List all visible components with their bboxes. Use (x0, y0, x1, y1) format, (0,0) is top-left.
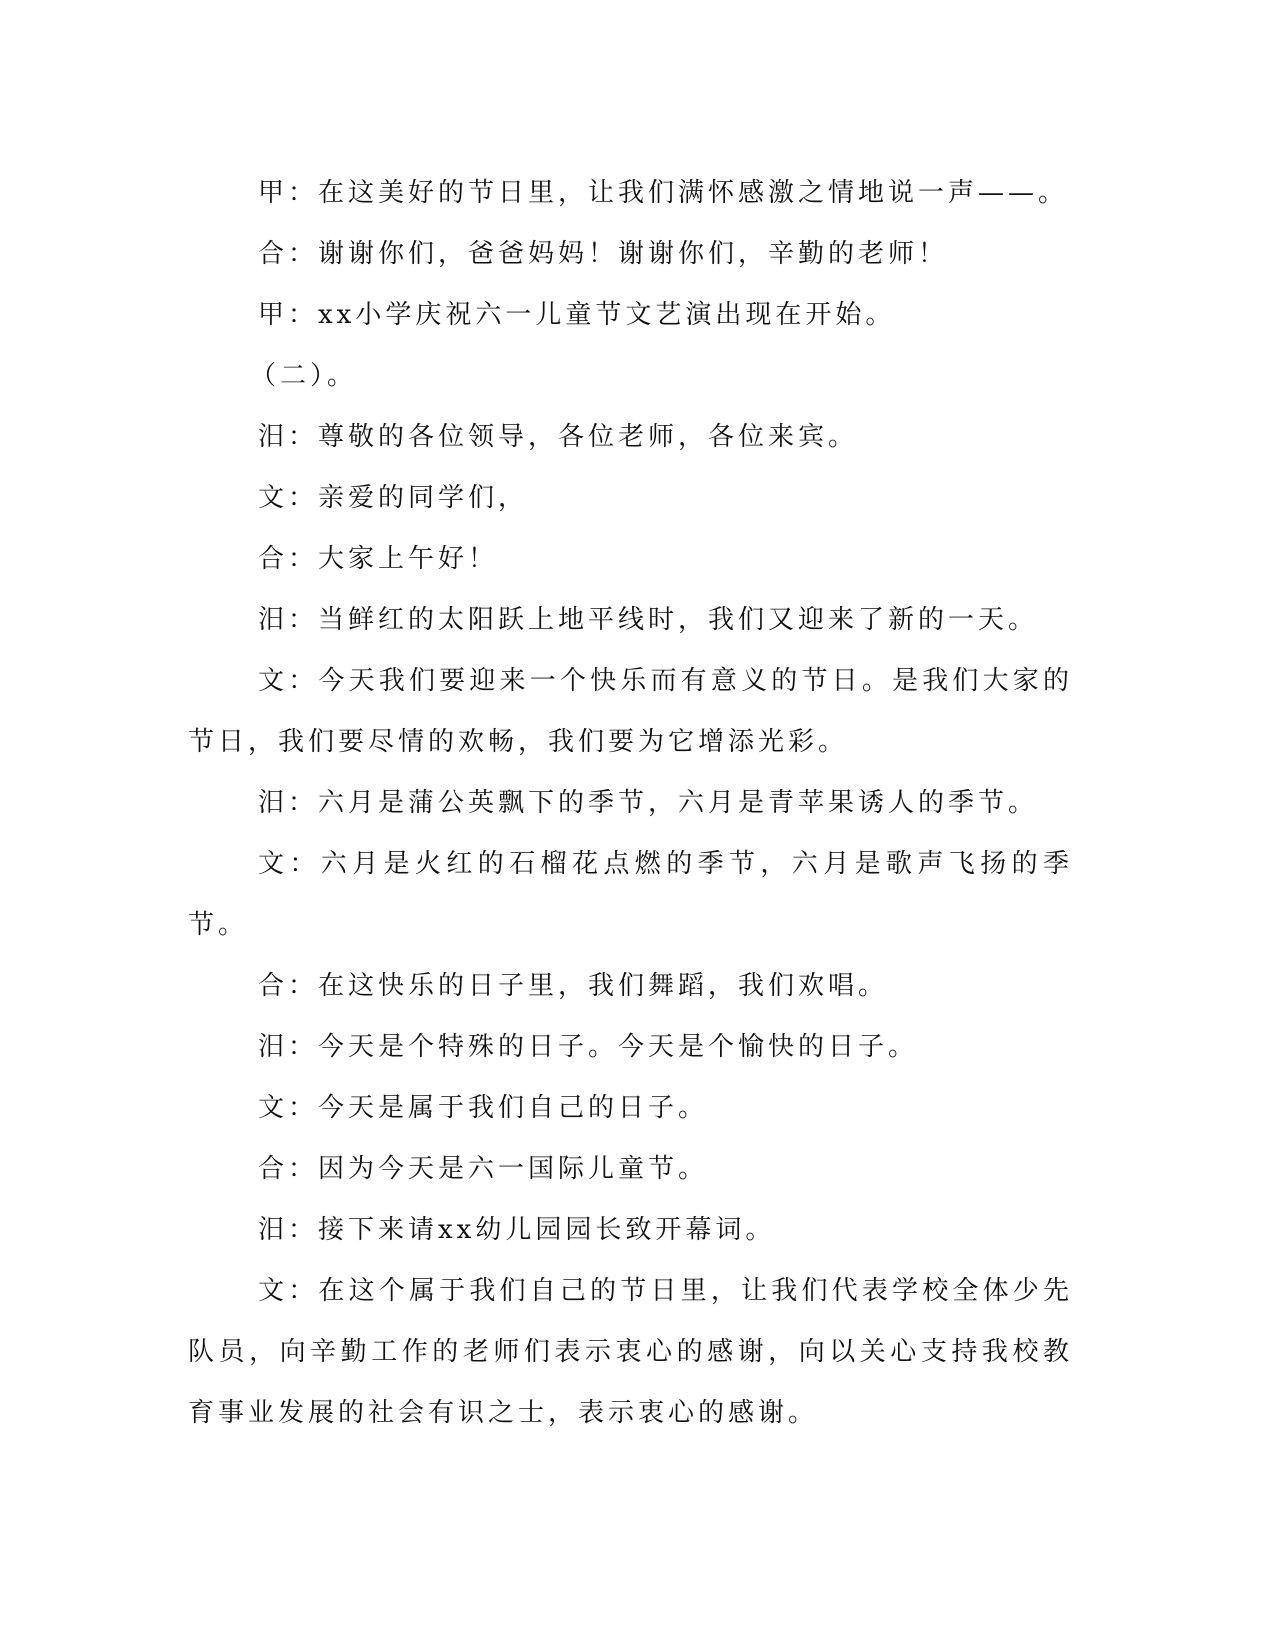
paragraph: 文：在这个属于我们自己的节日里，让我们代表学校全体少先队员，向辛勤工作的老师们表示衷心的感谢，向以关心支持我校教育事业发展的社会有识之士，表示衷心的感谢。 (188, 1276, 1073, 1428)
paragraph: 合：大家上午好！ (258, 544, 499, 574)
paragraph: 合：谢谢你们，爸爸妈妈！谢谢你们，辛勤的老师！ (258, 239, 949, 269)
section-heading: （二）。 (250, 361, 358, 391)
paragraph: 合：在这快乐的日子里，我们舞蹈，我们欢唱。 (258, 971, 889, 1001)
paragraph: 文：今天是属于我们自己的日子。 (258, 1093, 709, 1123)
paragraph: 汨：尊敬的各位领导，各位老师，各位来宾。 (258, 422, 859, 452)
paragraph: 汨：接下来请xx幼儿园园长致开幕词。 (258, 1215, 776, 1245)
paragraph: 文：六月是火红的石榴花点燃的季节，六月是歌声飞扬的季节。 (188, 849, 1073, 940)
paragraph: 文：今天我们要迎来一个快乐而有意义的节日。是我们大家的节日，我们要尽情的欢畅，我们要为它增添光彩。 (188, 666, 1073, 757)
paragraph: 甲：在这美好的节日里，让我们满怀感激之情地说一声——。 (258, 178, 1069, 208)
document-body (188, 163, 1073, 1444)
paragraph: 汨：今天是个特殊的日子。今天是个愉快的日子。 (258, 1032, 919, 1062)
paragraph: 汨：六月是蒲公英飘下的季节，六月是青苹果诱人的季节。 (258, 788, 1039, 818)
paragraph: 合：因为今天是六一国际儿童节。 (258, 1154, 709, 1184)
paragraph: 甲：xx小学庆祝六一儿童节文艺演出现在开始。 (258, 300, 896, 330)
paragraph: 文：亲爱的同学们， (258, 483, 529, 513)
paragraph: 汨：当鲜红的太阳跃上地平线时，我们又迎来了新的一天。 (258, 605, 1039, 635)
